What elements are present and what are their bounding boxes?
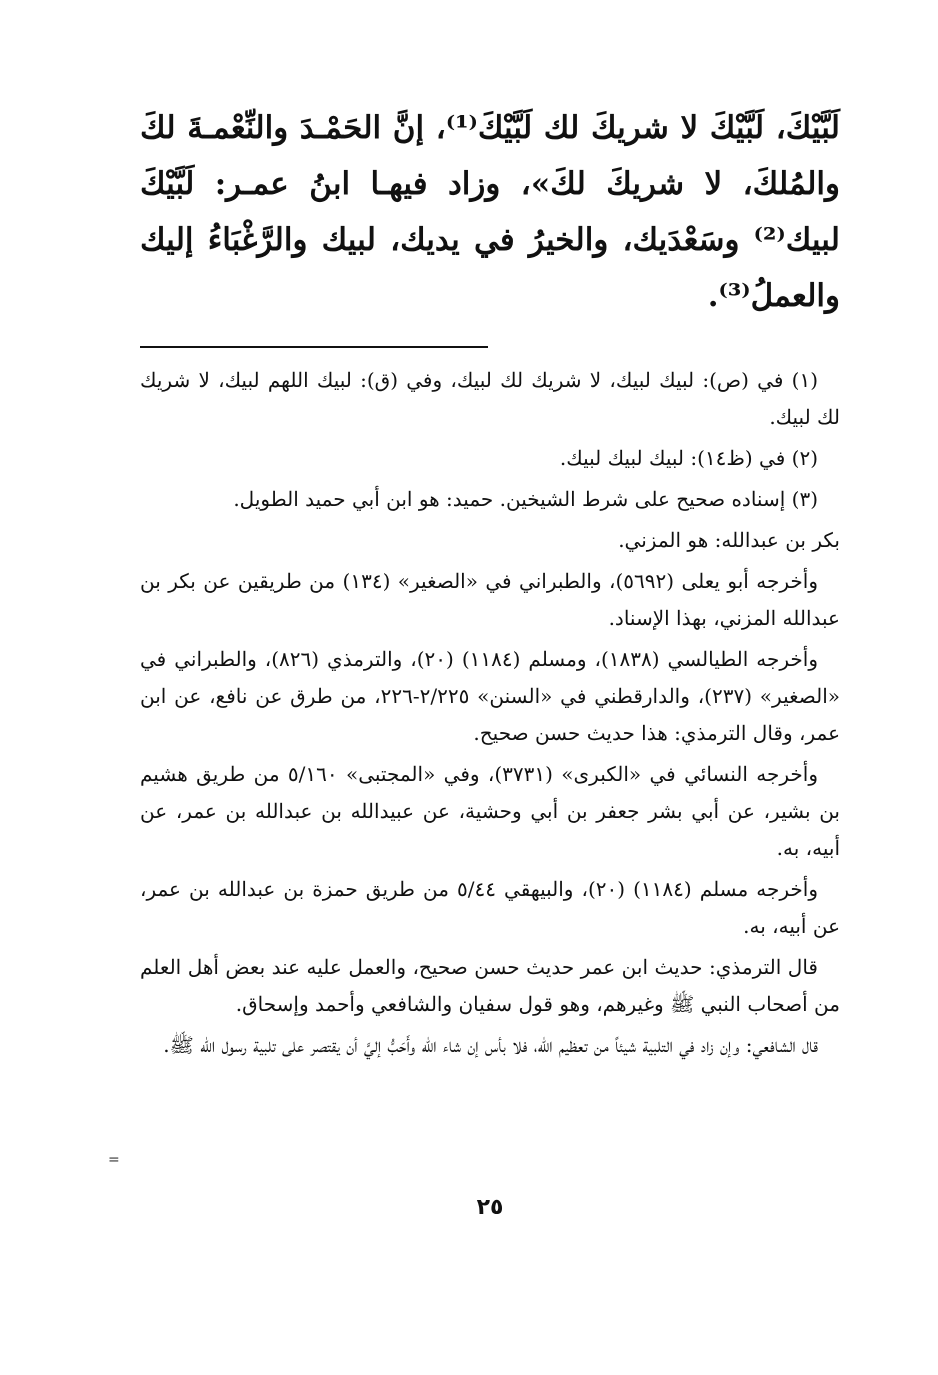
margin-mark: = (108, 1152, 120, 1168)
footnote-separator (140, 346, 488, 348)
commentary-paragraph: بكر بن عبدالله: هو المزني. (618, 528, 840, 552)
footnotes (140, 362, 840, 1064)
page-number: ٢٥ (476, 1195, 504, 1220)
book-page (140, 100, 840, 1270)
commentary-paragraph: قال الشافعي: وإن زاد في التلبية شيئاً من تعظيم الله، فلا بأس إن شاء الله وأَحَبُّ إليَّ أن يقتصر على تلبية رسول الله ﷺ. (163, 1033, 818, 1057)
commentary-paragraph: وأخرجه أبو يعلى (٥٦٩٢)، والطبراني في «الصغير» (١٣٤) من طريقين عن بكر بن عبدالله المزني، بهذا الإسناد. (140, 569, 840, 630)
footnote-2: (٢) في (ظ١٤): لبيك لبيك لبيك. (559, 446, 818, 470)
commentary-paragraph: وأخرجه مسلم (١١٨٤) (٢٠)، والبيهقي ٥/٤٤ من طريق حمزة بن عبدالله بن عمر، عن أبيه، به. (140, 877, 840, 938)
main-paragraph: لَبَّيْكَ، لَبَّيْكَ لا شريكَ لك لَبَّيْكَ⁽¹⁾، إنَّ الحَمْـدَ والنِّعْمـةَ لكَ والمُلكَ، لا شريكَ لكَ»، وزاد فيهـا ابنُ عمـر: لَبَّيْكَ لبيك⁽²⁾ وسَعْدَيك، والخيرُ في يديك، لبيك والرَّغْبَاءُ إليك والعملُ⁽³⁾. (140, 110, 840, 314)
commentary-paragraph: وأخرجه الطيالسي (١٨٣٨)، ومسلم (١١٨٤) (٢٠)، والترمذي (٨٢٦)، والطبراني في «الصغير» (٢٣٧)، والدارقطني في «السنن» ٢/٢٢٥-٢٢٦، من طرق عن نافع، عن ابن عمر، وقال الترمذي: هذا حديث حسن صحيح. (140, 647, 840, 745)
commentary-paragraph: قال الترمذي: حديث ابن عمر حديث حسن صحيح، والعمل عليه عند بعض أهل العلم من أصحاب النبي ﷺ وغيرهم، وهو قول سفيان والشافعي وأحمد وإسحاق. (140, 955, 840, 1016)
commentary-paragraph: وأخرجه النسائي في «الكبرى» (٣٧٣١)، وفي «المجتبى» ٥/١٦٠ من طريق هشيم بن بشير، عن أبي بشر جعفر بن أبي وحشية، عن عبيدالله بن عبدالله بن عمر، عن أبيه، به. (140, 762, 840, 860)
footnote-1: (١) في (ص): لبيك لبيك، لا شريك لك لبيك، وفي (ق): لبيك اللهم لبيك، لا شريك لك لبيك. (140, 368, 840, 429)
footnote-3: (٣) إسناده صحيح على شرط الشيخين. حميد: هو ابن أبي حميد الطويل. (233, 487, 818, 511)
footnote-separator-wrap (140, 324, 840, 362)
main-text (140, 100, 840, 324)
